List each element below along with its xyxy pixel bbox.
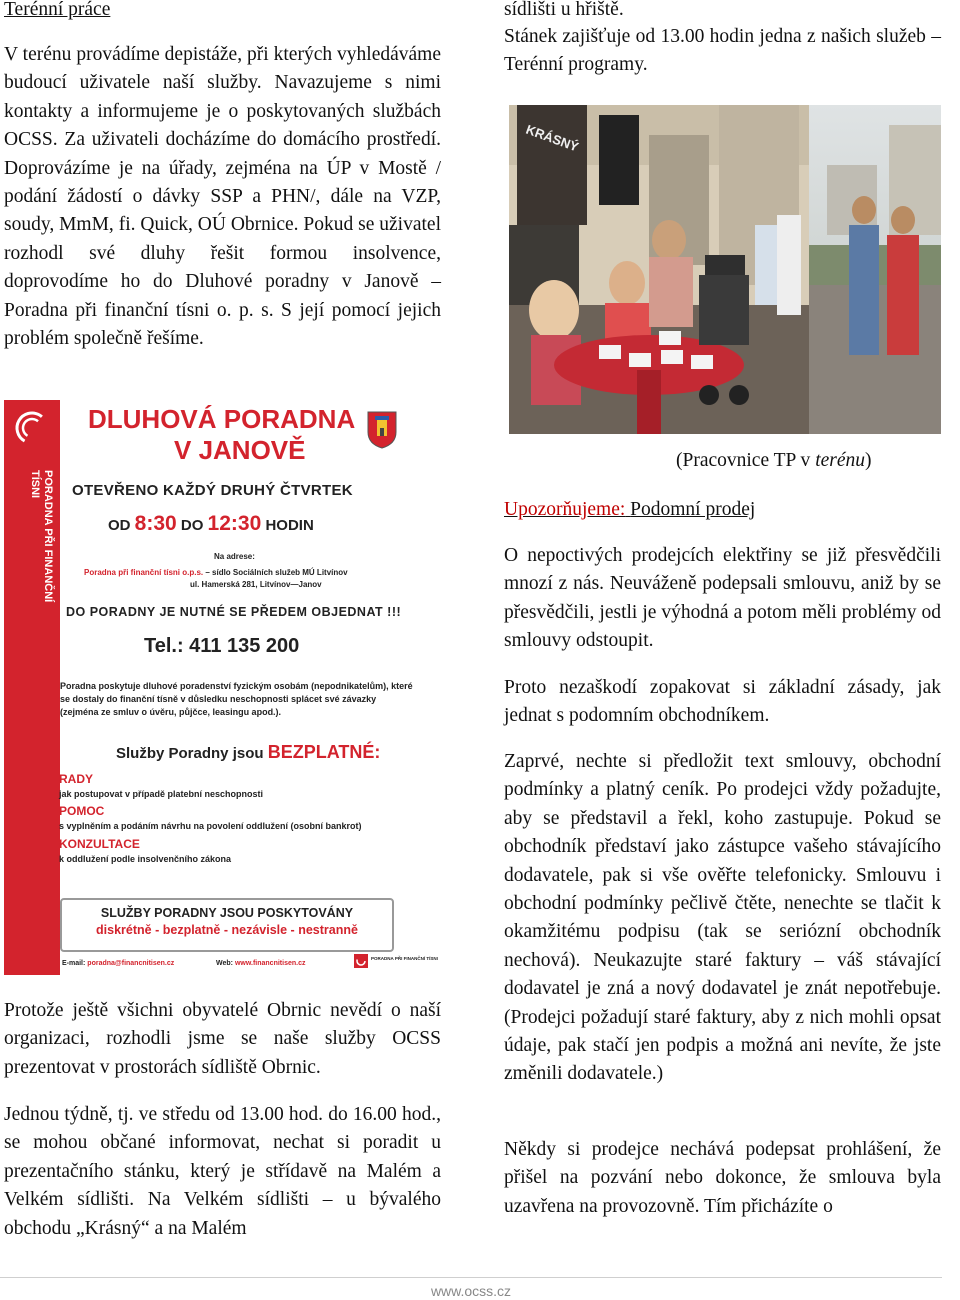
hours-to: 12:30 [207,512,262,535]
flyer-title-line2: V JANOVĚ [174,435,306,465]
flyer-side-text: PORADNA PŘI FINANČNÍ TÍSNI [29,470,54,603]
flyer-phone: Tel.: 411 135 200 [144,635,300,657]
counselling-logo-icon [12,408,52,448]
service-head-rady: RADY [59,772,94,786]
address-org-name: Poradna při finanční tísni o.p.s. [84,568,204,577]
footer-divider [0,1277,942,1278]
service-head-pomoc: POMOC [59,804,105,818]
stall-continuation-2: Stánek zajišťuje od 13.00 hodin jedna z našich služeb – Terénní programy. [504,26,941,76]
flyer-address-heading: Na adrese: [214,552,255,561]
flyer-web [216,960,305,967]
flyer-order-note: DO PORADNY JE NUTNÉ SE PŘEDEM OBJEDNAT !!! [66,605,402,619]
flyer-hours [108,512,314,536]
hours-to-label: DO [180,517,204,534]
service-head-konzultace: KONZULTACE [59,837,140,851]
email-label: E-mail: [62,960,86,967]
photo-drawing [509,105,941,434]
janov-crest-icon [366,410,398,450]
free-word: BEZPLATNÉ: [267,742,381,762]
flyer-services-box [60,898,394,952]
presentation-paragraph: Protože ještě všichni obyvatelé Obrnic nevědí o naší organizaci, rozhodli jsme se naše služby OCSS prezentovat v prostorách sídliště Obrnic. [4,1000,441,1078]
caption-italic: terénu [815,450,866,471]
box-line2: diskrétně - bezplatně - nezávisle - nestranně [96,923,358,937]
section-heading-field-work: Terénní práce [4,0,111,20]
photo-caption [676,450,872,472]
footer-url: www.ocss.cz [430,1283,512,1299]
warning-title: Podomní prodej [630,499,756,520]
stall-continuation-1: sídlišti u hřiště. [504,0,624,20]
hours-from: 8:30 [134,512,177,535]
flyer-description: Poradna poskytuje dluhové poradenství fyzickým osobám (nepodnikatelům), které se dostaly do finanční tísně v důsledku neschopnosti splácet své závazky (zejména ze smluv o úvěru, půjčce, leasingu apod.). [60,681,413,717]
dishonest-sellers-paragraph: O nepoctivých prodejcích elektřiny se již přesvědčili mnozí z nás. Neuváženě podepsali smlouvu, aniž by se přesvědčili, jestli je výhodná a potom měli problémy od smlouvy odstoupit. [504,545,941,652]
flyer-title-line1: DLUHOVÁ PORADNA [88,404,356,434]
field-work-paragraph: V terénu provádíme depistáže, při kterých vyhledáváme budoucí uživatele naší služby. Navazujeme s nimi kontakty a informujeme je o poskytovaných službách OCSS. Za uživateli docházíme do domácího prostředí. Doprovázíme je na úřady, zejména na ÚP v Mostě / podání žádostí o dávky SSP a PHN/, dále na VZP, soudy, MmM, fi. Quick, OÚ Obrnice. Pokud se uživatel rozhodl své dluhy řešit formou insolvence, doprovodíme ho do Dluhové poradny v Janově – Poradna při finanční tísni o. p. s. S její pomocí jejich problém společně řešíme. [4,44,441,350]
service-text-rady: jak postupovat v případě platební neschopnosti [59,789,264,799]
flyer-open-text: OTEVŘENO KAŽDÝ DRUHÝ ČTVRTEK [72,482,353,499]
hours-unit: HODIN [265,517,314,534]
caption-suffix: ) [865,450,872,471]
flyer-address-org [84,568,348,577]
address-seat: – sídlo Sociálních služeb MÚ Litvínov [203,568,348,577]
web-value: www.financnitisen.cz [234,960,306,967]
debt-counselling-flyer [4,400,437,975]
free-prefix: Služby Poradny jsou [116,745,264,762]
photo-sign-text: KRÁSNÝ [523,121,581,155]
stall-paragraph: Jednou týdně, tj. ve středu od 13.00 hod. do 16.00 hod., se mohou občané informovat, nechat si poradit u prezentačního stánku, který je střídavě na Malém a Velkém sídlišti. Na Velkém sídlišti – u bývalého obchodu „Krásný“ a na Malém [4,1104,441,1239]
flyer-address-street: ul. Hamerská 281, Litvínov—Janov [190,580,322,589]
small-counselling-logo-icon [354,954,438,968]
flyer-free-services [116,742,380,763]
contract-advice-paragraph: Zaprvé, nechte si předložit text smlouvy, obchodní podmínky a platný ceník. Po prodejci vždy požadujte, aby se představil a řekl, koho zastupuje. Pokud se obchodník představí jako zástupce vašeho stávajícího dodavatele, pak si vše ověřte telefonicky. Smlouvu i obchodní podmínky pečlivě čtěte, nenechte se tlačit k okamžitému podpisu (tak se seriózní obchodník nechová). Neukazujte staré faktury – váš stávající dodavatel je zná a nový dodavatel je znát nepotřebuje. (Prodejci požadují staré faktury, aby z nich mohli opsat údaje, pak stačí jen podpis a možná ani nevíte, že jste změnili dodavatele.) [504,751,941,1085]
service-text-konzultace: k oddlužení podle insolvenčního zákona [59,854,232,864]
warning-heading [504,498,755,522]
box-line1: SLUŽBY PORADNY JSOU POSKYTOVÁNY [100,906,354,920]
warning-label: Upozorňujeme: [504,499,626,520]
service-text-pomoc: s vyplněním a podáním návrhu na povolení oddlužení (osobní bankrot) [59,821,362,831]
email-value: poradna@financnitisen.cz [87,960,175,967]
hours-from-label: OD [108,517,131,534]
basic-rules-paragraph: Proto nezaškodí zopakovat si základní zásady, jak jednat s podomním obchodníkem. [504,677,941,727]
flyer-email [62,960,174,967]
declaration-paragraph: Někdy si prodejce nechává podepsat prohlášení, že přišel na pozvání nebo dokonce, že smlouva byla uzavřena na provozovně. Tím přicházíte o [504,1139,941,1217]
caption-prefix: (Pracovnice TP v [676,450,811,471]
field-work-photo [509,105,941,434]
web-label: Web: [216,960,233,967]
small-logo-text: PORADNA PŘI FINANČNÍ TÍSNI [371,956,438,961]
